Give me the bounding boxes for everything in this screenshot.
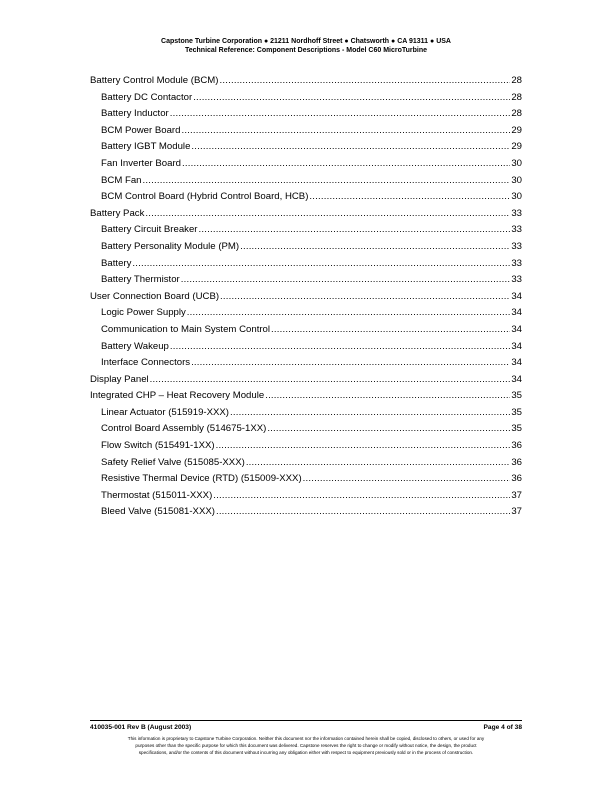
toc-entry-page: 33: [511, 257, 522, 269]
toc-entry-page: 30: [511, 157, 522, 169]
toc-entry-page: 36: [511, 473, 522, 485]
toc-entry-page: 28: [511, 108, 522, 120]
toc-entry-page: 28: [511, 91, 522, 103]
toc-entry-page: 35: [511, 423, 522, 435]
toc-entry-title: Linear Actuator (515919-XXX): [101, 406, 229, 418]
toc-entry-page: 36: [511, 456, 522, 468]
toc-entry[interactable]: [90, 73, 522, 90]
toc-entry-title: BCM Control Board (Hybrid Control Board, HCB): [101, 191, 309, 203]
toc-entry-page: 37: [511, 506, 522, 518]
toc-entry-page: 37: [511, 489, 522, 501]
toc-entry-title: Battery: [101, 257, 132, 269]
toc-leader-dots: [216, 504, 510, 521]
toc-leader-dots: [191, 139, 510, 156]
toc-entry-title: User Connection Board (UCB): [90, 290, 220, 302]
toc-leader-dots: [181, 123, 510, 140]
toc-leader-dots: [265, 388, 510, 405]
toc-entry-title: Communication to Main System Control: [101, 323, 271, 335]
toc-leader-dots: [182, 156, 510, 173]
toc-entry[interactable]: [90, 222, 522, 239]
footer-divider: [90, 720, 522, 721]
toc-leader-dots: [271, 322, 510, 339]
toc-leader-dots: [132, 256, 510, 273]
toc-entry-page: 33: [511, 207, 522, 219]
toc-leader-dots: [309, 189, 510, 206]
toc-leader-dots: [216, 438, 511, 455]
toc-entry[interactable]: [90, 189, 522, 206]
toc-entry[interactable]: [90, 471, 522, 488]
toc-entry-title: Battery Personality Module (PM): [101, 240, 240, 252]
notice-line: purposes other than the specific purpose for which this document was delivered. Capstone reserves the right to change or modify without notice, the design, the product: [135, 743, 477, 748]
toc-entry-page: 30: [511, 191, 522, 203]
toc-leader-dots: [199, 222, 511, 239]
header-title: Technical Reference: Component Descriptions - Model C60 MicroTurbine: [184, 47, 428, 54]
toc-entry-page: 33: [511, 274, 522, 286]
toc-entry[interactable]: [90, 372, 522, 389]
toc-entry[interactable]: [90, 123, 522, 140]
toc-entry[interactable]: [90, 355, 522, 372]
toc-entry[interactable]: [90, 488, 522, 505]
toc-entry-title: Flow Switch (515491-1XX): [101, 440, 215, 452]
toc-entry[interactable]: [90, 305, 522, 322]
document-id: 410035-001 Rev B (August 2003): [90, 724, 192, 731]
header-address: Capstone Turbine Corporation ● 21211 Nordhoff Street ● Chatsworth ● CA 91311 ● USA: [161, 38, 451, 45]
toc-leader-dots: [303, 471, 511, 488]
toc-entry-page: 34: [511, 340, 522, 352]
toc-entry-page: 35: [511, 406, 522, 418]
toc-entry-page: 34: [511, 290, 522, 302]
toc-entry-title: Fan Inverter Board: [101, 157, 181, 169]
toc-entry[interactable]: [90, 106, 522, 123]
toc-entry-title: Logic Power Supply: [101, 307, 186, 319]
toc-entry-title: Battery Control Module (BCM): [90, 75, 219, 86]
notice-line: specifications, and/or the contents of this document without incurring any obligation either with respect to equipment previously sold or in the process of construction.: [138, 750, 474, 755]
toc-entry[interactable]: [90, 289, 522, 306]
toc-leader-dots: [213, 488, 510, 505]
toc-entry-title: BCM Power Board: [101, 124, 181, 136]
toc-entry-page: 34: [511, 323, 522, 335]
proprietary-notice: [90, 735, 522, 756]
notice-line: This information is proprietary to Capstone Turbine Corporation. Neither this document nor the information contained herein shall be copied, disclosed to others, or used for any: [127, 736, 485, 741]
toc-entry-page: 28: [511, 75, 522, 86]
toc-entry[interactable]: [90, 455, 522, 472]
toc-leader-dots: [220, 289, 510, 306]
toc-entry[interactable]: [90, 339, 522, 356]
toc-leader-dots: [145, 206, 510, 223]
toc-entry-page: 33: [511, 240, 522, 252]
toc-entry[interactable]: [90, 139, 522, 156]
toc-entry-page: 30: [511, 174, 522, 186]
toc-entry-title: Control Board Assembly (514675-1XX): [101, 423, 267, 435]
toc-entry-title: Safety Relief Valve (515085-XXX): [101, 456, 245, 468]
toc-entry-title: Bleed Valve (515081-XXX): [101, 506, 215, 518]
toc-entry[interactable]: [90, 256, 522, 273]
toc-leader-dots: [187, 305, 511, 322]
toc-entry-page: 34: [511, 373, 522, 385]
toc-entry-title: Battery IGBT Module: [101, 141, 191, 153]
page-header: [0, 37, 612, 55]
toc-leader-dots: [181, 272, 511, 289]
toc-entry[interactable]: [90, 504, 522, 521]
toc-entry[interactable]: [90, 405, 522, 422]
page-number: Page 4 of 38: [483, 724, 522, 731]
toc-entry-title: Display Panel: [90, 373, 149, 385]
toc-entry-title: Battery Inductor: [101, 108, 169, 120]
toc-entry-page: 36: [511, 440, 522, 452]
toc-entry[interactable]: [90, 322, 522, 339]
table-of-contents: [90, 73, 522, 521]
toc-entry-title: Resistive Thermal Device (RTD) (515009-XXX): [101, 473, 302, 485]
toc-leader-dots: [191, 355, 510, 372]
toc-entry[interactable]: [90, 156, 522, 173]
toc-entry-title: BCM Fan: [101, 174, 142, 186]
toc-entry-title: Battery Circuit Breaker: [101, 224, 198, 236]
toc-entry[interactable]: [90, 173, 522, 190]
toc-entry[interactable]: [90, 438, 522, 455]
toc-leader-dots: [170, 339, 510, 356]
toc-entry[interactable]: [90, 239, 522, 256]
toc-leader-dots: [143, 173, 511, 190]
toc-entry[interactable]: [90, 421, 522, 438]
toc-entry-title: Battery DC Contactor: [101, 91, 193, 103]
toc-entry-title: Battery Thermistor: [101, 274, 180, 286]
footer-bar: [90, 724, 522, 731]
toc-leader-dots: [170, 106, 511, 123]
toc-leader-dots: [240, 239, 510, 256]
toc-leader-dots: [220, 73, 511, 90]
toc-entry-title: Interface Connectors: [101, 357, 191, 369]
toc-entry[interactable]: [90, 90, 522, 107]
toc-entry-page: 35: [511, 390, 522, 402]
toc-entry-title: Thermostat (515011-XXX): [101, 489, 213, 501]
toc-leader-dots: [193, 90, 510, 107]
toc-entry-page: 29: [511, 124, 522, 136]
toc-entry-title: Battery Pack: [90, 207, 145, 219]
toc-entry-page: 34: [511, 307, 522, 319]
toc-entry-page: 34: [511, 357, 522, 369]
toc-leader-dots: [230, 405, 510, 422]
toc-entry-page: 29: [511, 141, 522, 153]
toc-entry[interactable]: [90, 272, 522, 289]
toc-leader-dots: [246, 455, 511, 472]
toc-leader-dots: [267, 421, 510, 438]
toc-entry[interactable]: [90, 206, 522, 223]
toc-entry-title: Battery Wakeup: [101, 340, 169, 352]
toc-leader-dots: [150, 372, 511, 389]
toc-entry-title: Integrated CHP – Heat Recovery Module: [90, 390, 265, 402]
toc-entry-page: 33: [511, 224, 522, 236]
toc-entry[interactable]: [90, 388, 522, 405]
